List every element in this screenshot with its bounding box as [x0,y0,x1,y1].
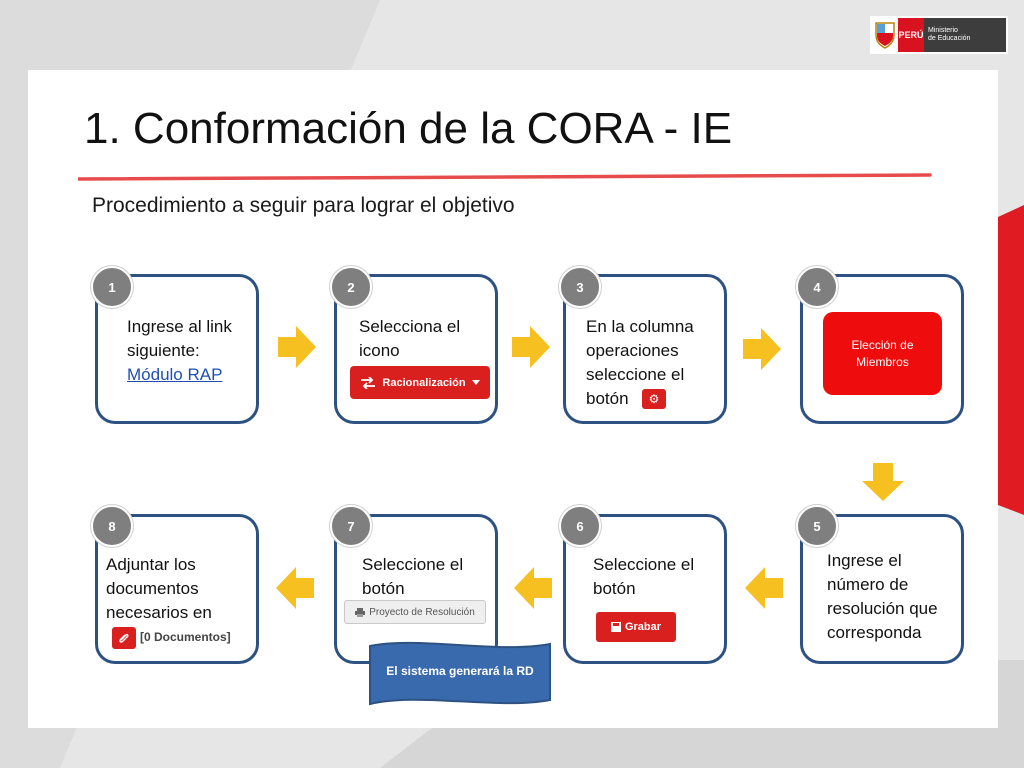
grabar-button[interactable]: Grabar [596,612,676,642]
caret-down-icon [472,380,480,385]
step-2-text: Selecciona el icono [359,317,461,360]
racionalizacion-button[interactable]: Racionalización [350,366,490,399]
step-1-text: Ingrese al link siguiente: Módulo RAP [127,317,232,384]
arrow-down-icon [862,463,904,501]
result-banner: El sistema generará la RD [386,664,534,678]
arrow-left-icon [514,567,552,609]
step-6-badge: 6 [559,505,601,547]
swap-arrows-icon [360,377,376,389]
step-1-badge: 1 [91,266,133,308]
arrow-right-icon [278,326,316,368]
eleccion-miembros-button[interactable]: Elección de Miembros [823,312,942,395]
ministry-logo [870,16,1008,54]
page-subtitle: Procedimiento a seguir para lograr el objetivo [92,194,515,217]
step-8-text: Adjuntar los documentos necesarios en [106,555,212,622]
step-7-text: Seleccione el botón [362,555,464,598]
arrow-left-icon [276,567,314,609]
step-8-badge: 8 [91,505,133,547]
arrow-right-icon [512,326,550,368]
step-3-text: En la columna operaciones seleccione el botón [586,317,694,408]
page-title: 1. Conformación de la CORA - IE [84,104,733,153]
red-edge-decoration [998,205,1024,515]
step-3-badge: 3 [559,266,601,308]
modulo-rap-link[interactable]: Módulo RAP [127,365,223,384]
logo-country: PERÚ [898,18,924,52]
save-icon [611,622,621,632]
arrow-left-icon [745,567,783,609]
title-underline [78,172,932,182]
arrow-right-icon [743,328,781,370]
logo-ministry: Ministerio de Educación [924,18,1006,52]
gear-icon: ⚙ [648,392,660,406]
operations-gear-button[interactable] [642,389,666,409]
peru-shield-icon [872,18,898,52]
step-4-badge: 4 [796,266,838,308]
step-2-badge: 2 [330,266,372,308]
paperclip-icon [118,632,130,644]
print-icon [355,608,365,617]
step-5-badge: 5 [796,505,838,547]
step-5-text: Ingrese el número de resolución que corresponda [827,551,938,642]
documents-count-label: [0 Documentos] [140,630,231,644]
step-6-text: Seleccione el botón [593,555,695,598]
attach-documents-button[interactable] [112,627,136,649]
proyecto-resolucion-button[interactable]: Proyecto de Resolución [344,600,486,624]
step-7-badge: 7 [330,505,372,547]
